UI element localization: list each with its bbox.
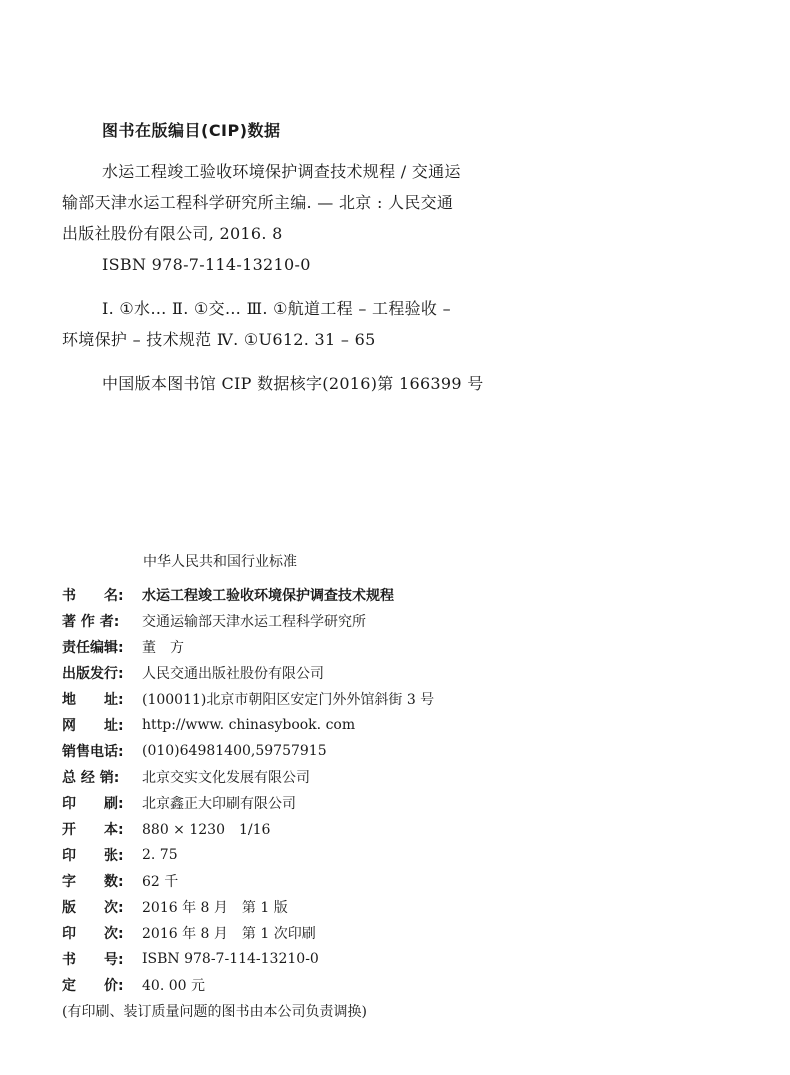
colophon-row-format xyxy=(62,816,762,842)
colophon-label: 网 址: xyxy=(62,718,124,734)
colophon-value: 40. 00 元 xyxy=(142,978,205,994)
colophon-label: 字 数: xyxy=(62,874,124,890)
colophon-label: 版 次: xyxy=(62,900,124,916)
colophon-row-isbn xyxy=(62,946,762,972)
cip-line-subjects: Ⅰ. ①水… Ⅱ. ①交… Ⅲ. ①航道工程 – 工程验收 – xyxy=(102,299,451,318)
colophon-value: (010)64981400,59757915 xyxy=(142,743,327,759)
colophon-value: http://www. chinasybook. com xyxy=(142,717,356,733)
colophon-label: 责任编辑: xyxy=(62,640,124,656)
colophon-row-word-count xyxy=(62,868,762,894)
colophon-row-printing xyxy=(62,920,762,946)
colophon-label: 出版发行: xyxy=(62,666,124,682)
colophon-value: 人民交通出版社股份有限公司 xyxy=(142,666,324,682)
colophon-row-phone xyxy=(62,738,762,764)
colophon-value: 交通运输部天津水运工程科学研究所 xyxy=(142,614,366,630)
cip-heading: 图书在版编目(CIP)数据 xyxy=(102,121,281,140)
colophon-value: 董 方 xyxy=(142,640,184,656)
colophon-value: ISBN 978-7-114-13210-0 xyxy=(142,951,319,967)
colophon-row-distributor xyxy=(62,764,762,790)
colophon-value: 880 × 1230 1/16 xyxy=(142,822,271,838)
colophon-row-price xyxy=(62,972,762,998)
colophon-label: 开 本: xyxy=(62,822,124,838)
colophon-label: 总 经 销: xyxy=(62,770,120,786)
colophon-value: 2. 75 xyxy=(142,847,178,863)
colophon-value: 北京交实文化发展有限公司 xyxy=(142,770,310,786)
cip-line-isbn: ISBN 978-7-114-13210-0 xyxy=(102,255,311,274)
colophon-row-website xyxy=(62,712,762,738)
colophon-value: 2016 年 8 月 第 1 版 xyxy=(142,900,288,916)
colophon-label: 印 张: xyxy=(62,848,124,864)
colophon-label: 定 价: xyxy=(62,978,124,994)
colophon-value: (100011)北京市朝阳区安定门外外馆斜街 3 号 xyxy=(142,692,435,708)
colophon-list xyxy=(62,582,762,998)
colophon-label: 地 址: xyxy=(62,692,124,708)
colophon-label: 印 次: xyxy=(62,926,124,942)
colophon-label: 书 名: xyxy=(62,588,124,604)
colophon-value: 2016 年 8 月 第 1 次印刷 xyxy=(142,926,316,942)
colophon-row-printer xyxy=(62,790,762,816)
colophon-row-publisher xyxy=(62,660,762,686)
colophon-row-sheets xyxy=(62,842,762,868)
colophon-value: 北京鑫正大印刷有限公司 xyxy=(142,796,296,812)
cip-line-classification: 环境保护 – 技术规范 Ⅳ. ①U612. 31 – 65 xyxy=(62,330,376,349)
colophon-row-author xyxy=(62,608,762,634)
cip-line-author: 输部天津水运工程科学研究所主编. — 北京 : 人民交通 xyxy=(62,193,454,212)
colophon-row-editor xyxy=(62,634,762,660)
cip-line-publisher: 出版社股份有限公司, 2016. 8 xyxy=(62,224,283,243)
quality-note: (有印刷、装订质量问题的图书由本公司负责调换) xyxy=(62,1004,367,1020)
colophon-row-address xyxy=(62,686,762,712)
colophon-label: 印 刷: xyxy=(62,796,124,812)
colophon-row-edition xyxy=(62,894,762,920)
colophon-label: 著 作 者: xyxy=(62,614,120,630)
colophon-row-title xyxy=(62,582,762,608)
colophon-value: 水运工程竣工验收环境保护调查技术规程 xyxy=(142,588,394,604)
cip-line-title: 水运工程竣工验收环境保护调查技术规程 / 交通运 xyxy=(102,162,461,181)
cip-line-record-number: 中国版本图书馆 CIP 数据核字(2016)第 166399 号 xyxy=(102,374,484,393)
colophon-label: 销售电话: xyxy=(62,744,124,760)
colophon-value: 62 千 xyxy=(142,874,179,890)
colophon-label: 书 号: xyxy=(62,952,124,968)
standard-name: 中华人民共和国行业标准 xyxy=(143,554,297,570)
